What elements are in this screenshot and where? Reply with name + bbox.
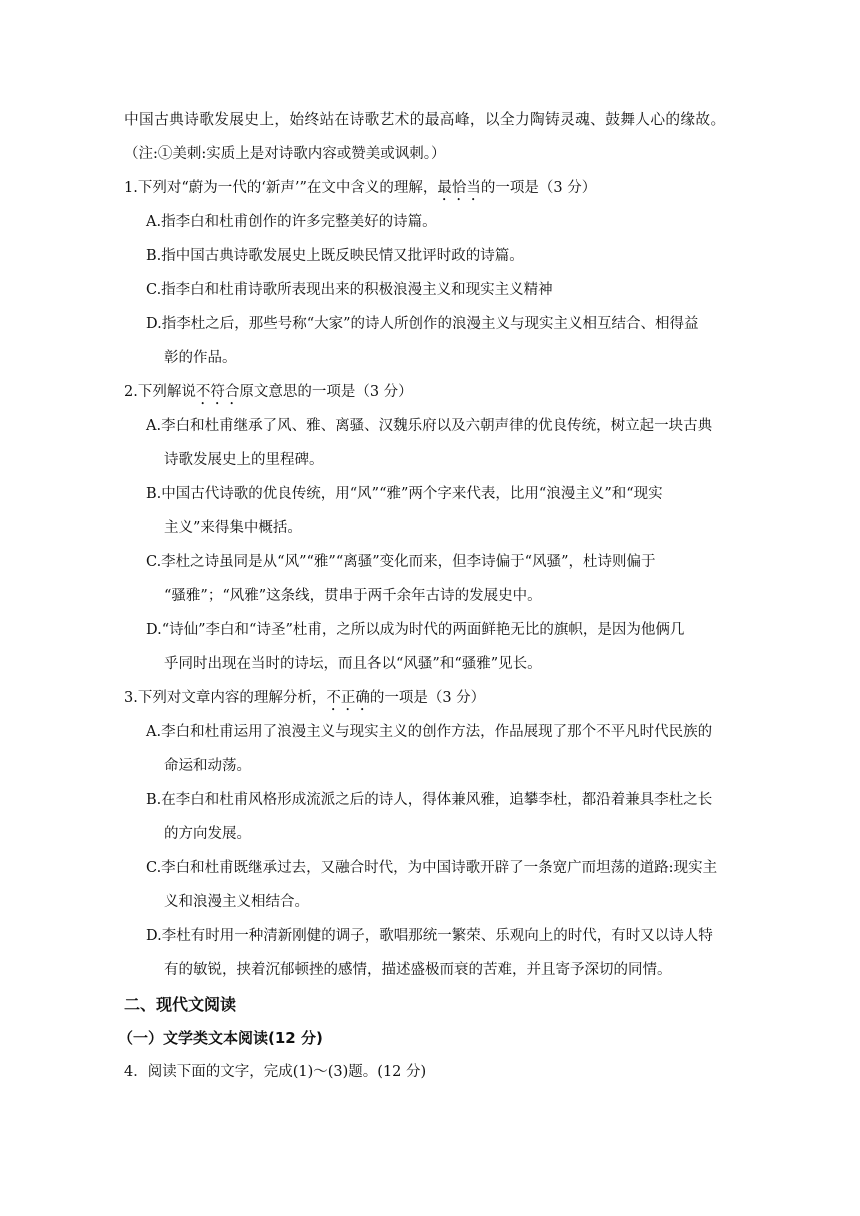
question-2-option-b: B.中国古代诗歌的优良传统，用“风”“雅”两个字来代表，比用“浪漫主义”和“现实: [146, 486, 663, 502]
question-2-option-c: C.李杜之诗虽同是从“风”“雅”“离骚”变化而来，但李诗偏于“风骚”，杜诗则偏于: [146, 554, 656, 570]
question-1-option-c: C.指李白和杜甫诗歌所表现出来的积极浪漫主义和现实主义精神: [146, 282, 553, 298]
question-3-option-d-cont: 有的敏锐，挟着沉郁顿挫的感情，描述盛极而衰的苦难，并且寄予深切的同情。: [164, 962, 672, 978]
question-1-option-b: B.指中国古典诗歌发展史上既反映民情又批评时政的诗篇。: [146, 248, 524, 264]
question-3-option-c: C.李白和杜甫既继承过去，又融合时代，为中国诗歌开辟了一条宽广而坦荡的道路:现实主: [146, 860, 718, 876]
question-1-option-d-cont: 彰的作品。: [164, 350, 237, 366]
question-3-option-c-cont: 义和浪漫主义相结合。: [164, 894, 309, 910]
question-2-option-c-cont: “骚雅”；“风雅”这条线，贯串于两千余年古诗的发展史中。: [164, 588, 542, 604]
question-3-option-a-cont: 命运和动荡。: [164, 758, 251, 774]
question-2-option-a-cont: 诗歌发展史上的里程碑。: [164, 452, 324, 468]
question-2-option-d-cont: 乎同时出现在当时的诗坛，而且各以“风骚”和“骚雅”见长。: [164, 656, 542, 672]
subsection-heading: （一）文学类文本阅读(12 分): [118, 1029, 323, 1047]
section-heading: 二、现代文阅读: [124, 995, 237, 1014]
question-1-option-d: D.指李杜之后，那些号称“大家”的诗人所创作的浪漫主义与现实主义相互结合、相得益: [146, 316, 699, 332]
emphasis-text: 不正确: [326, 690, 370, 706]
question-3-option-b-cont: 的方向发展。: [164, 826, 251, 842]
question-2-option-d: D.“诗仙”李白和“诗圣”杜甫，之所以成为时代的两面鲜艳无比的旗帜，是因为他俩几: [146, 622, 685, 638]
emphasis-text: 不符合: [195, 384, 240, 400]
question-4-stem: 4．阅读下面的文字，完成(1)～(3)题。(12 分): [124, 1064, 427, 1080]
question-3-option-a: A.李白和杜甫运用了浪漫主义与现实主义的创作方法，作品展现了那个不平凡时代民族的: [146, 724, 713, 740]
question-2-option-a: A.李白和杜甫继承了风、雅、离骚、汉魏乐府以及六朝声律的优良传统，树立起一块古典: [146, 418, 713, 434]
question-1-stem: 1.下列对“蔚为一代的‘新声’”在文中含义的理解，最恰当的一项是（3 分）: [124, 180, 597, 196]
question-3-option-d: D.李杜有时用一种清新刚健的调子，歌唱那统一繁荣、乐观向上的时代，有时又以诗人特: [146, 928, 713, 944]
question-3-option-b: B.在李白和杜甫风格形成流派之后的诗人，得体兼风雅，追攀李杜，都沿着兼具李杜之长: [146, 792, 713, 808]
question-3-stem: 3.下列对文章内容的理解分析，不正确的一项是（3 分）: [124, 690, 486, 706]
question-2-option-b-cont: 主义”来得集中概括。: [164, 520, 302, 536]
intro-line: 中国古典诗歌发展史上，始终站在诗歌艺术的最高峰，以全力陶铸灵魂、鼓舞人心的缘故。: [124, 111, 726, 128]
question-1-option-a: A.指李白和杜甫创作的许多完整美好的诗篇。: [146, 214, 437, 230]
footnote: （注:①美刺:实质上是对诗歌内容或赞美或讽刺。）: [124, 146, 446, 162]
question-2-stem: 2.下列解说不符合原文意思的一项是（3 分）: [124, 384, 413, 400]
emphasis-text: 最恰当: [437, 180, 481, 196]
